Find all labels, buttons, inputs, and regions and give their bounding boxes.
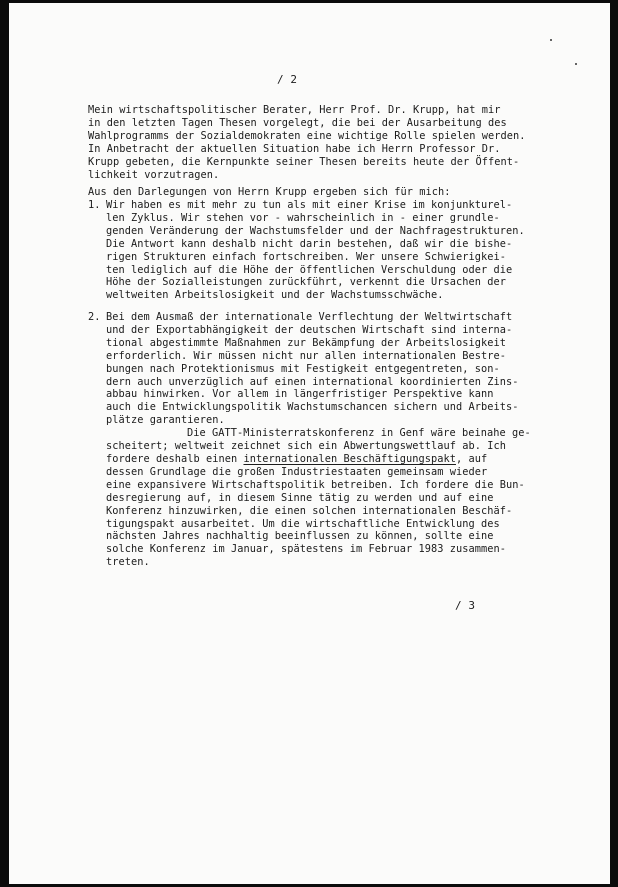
text-line: plätze garantieren. xyxy=(106,414,225,427)
text-line: desregierung auf, in diesem Sinne tätig zu werden und auf eine xyxy=(106,491,494,504)
list-item-number: 1. xyxy=(88,199,101,211)
text-line: Krupp gebeten, die Kernpunkte seiner Thesen bereits heute der Öffent- xyxy=(88,155,520,168)
text-line: scheitert; weltweit zeichnet sich ein Abwertungswettlauf ab. Ich xyxy=(106,440,506,453)
text-line: In Anbetracht der aktuellen Situation habe ich Herrn Professor Dr. xyxy=(88,142,501,155)
text-line: Wahlprogramms der Sozialdemokraten eine wichtige Rolle spielen werden. xyxy=(88,129,526,142)
scan-speck xyxy=(550,39,552,41)
text-line: tional abgestimmte Maßnahmen zur Bekämpfung der Arbeitslosigkeit xyxy=(106,336,506,349)
text-line: abbau hinwirken. Vor allem in längerfristiger Perspektive kann xyxy=(106,388,494,401)
text-line: auch die Entwicklungspolitik Wachstumschancen sichern und Arbeits- xyxy=(106,401,519,414)
text-line: Höhe der Sozialleistungen zurückführt, verkennt die Ursachen der xyxy=(106,276,506,289)
page-number-marker: / 2 xyxy=(277,73,298,86)
text-line: eine expansivere Wirtschaftspolitik betreiben. Ich fordere die Bun- xyxy=(106,478,525,491)
text-line: solche Konferenz im Januar, spätestens im Februar 1983 zusammen- xyxy=(106,543,506,556)
text-line: in den letzten Tagen Thesen vorgelegt, die bei der Ausarbeitung des xyxy=(88,116,507,129)
text-line: und der Exportabhängigkeit der deutschen Wirtschaft sind interna- xyxy=(106,323,513,336)
text-line: Die Antwort kann deshalb nicht darin bestehen, daß wir die bishe- xyxy=(106,237,513,250)
next-page-marker: / 3 xyxy=(455,599,476,612)
underlined-term: internationalen Beschäftigungspakt xyxy=(243,452,456,465)
text-line: nächsten Jahres nachhaltig beeinflussen zu können, sollte eine xyxy=(106,530,494,543)
text-line: bungen nach Protektionismus mit Festigkeit entgegentreten, son- xyxy=(106,362,500,375)
text-line: erforderlich. Wir müssen nicht nur allen internationalen Bestre- xyxy=(106,349,506,362)
text-line-with-emphasis xyxy=(106,453,531,466)
text-line: genden Veränderung der Wachstumsfelder und der Nachfragestrukturen. xyxy=(106,224,525,237)
document-page xyxy=(9,3,610,884)
text-line: ten lediglich auf die Höhe der öffentlichen Verschuldung oder die xyxy=(106,263,513,276)
text-fragment: , auf xyxy=(455,452,488,465)
text-line: treten. xyxy=(106,556,150,569)
scan-speck xyxy=(575,63,577,65)
text-line: dern auch unverzüglich auf einen international koordinierten Zins- xyxy=(106,375,519,388)
text-line: tigungspakt ausarbeitet. Um die wirtschaftliche Entwicklung des xyxy=(106,517,500,530)
intro-paragraph xyxy=(88,104,608,181)
list-item-body xyxy=(106,199,525,302)
list-item-body xyxy=(106,311,531,569)
text-line: len Zyklus. Wir stehen vor - wahrscheinlich in - einer grundle- xyxy=(106,211,500,224)
text-line: Die GATT-Ministerratskonferenz in Genf wäre beinahe ge- xyxy=(187,427,531,440)
text-line: Wir haben es mit mehr zu tun als mit einer Krise im konjunkturel- xyxy=(106,199,513,211)
text-line: Bei dem Ausmaß der internationale Verflechtung der Weltwirtschaft xyxy=(106,311,513,323)
text-line: weltweiten Arbeitslosigkeit und der Wachstumsschwäche. xyxy=(106,289,444,302)
text-line: Mein wirtschaftspolitischer Berater, Herr Prof. Dr. Krupp, hat mir xyxy=(88,104,501,116)
text-line: lichkeit vorzutragen. xyxy=(88,168,220,181)
text-line: Konferenz hinzuwirken, die einen solchen internationalen Beschäf- xyxy=(106,504,513,517)
lead-in-line xyxy=(88,186,608,199)
text-fragment: fordere deshalb einen xyxy=(106,452,244,465)
text-line: Aus den Darlegungen von Herrn Krupp ergeben sich für mich: xyxy=(88,186,451,198)
text-line: dessen Grundlage die großen Industriestaaten gemeinsam wieder xyxy=(106,465,488,478)
list-item-number: 2. xyxy=(88,311,101,323)
text-line: rigen Strukturen einfach fortschreiben. Wer unsere Schwierigkei- xyxy=(106,250,506,263)
